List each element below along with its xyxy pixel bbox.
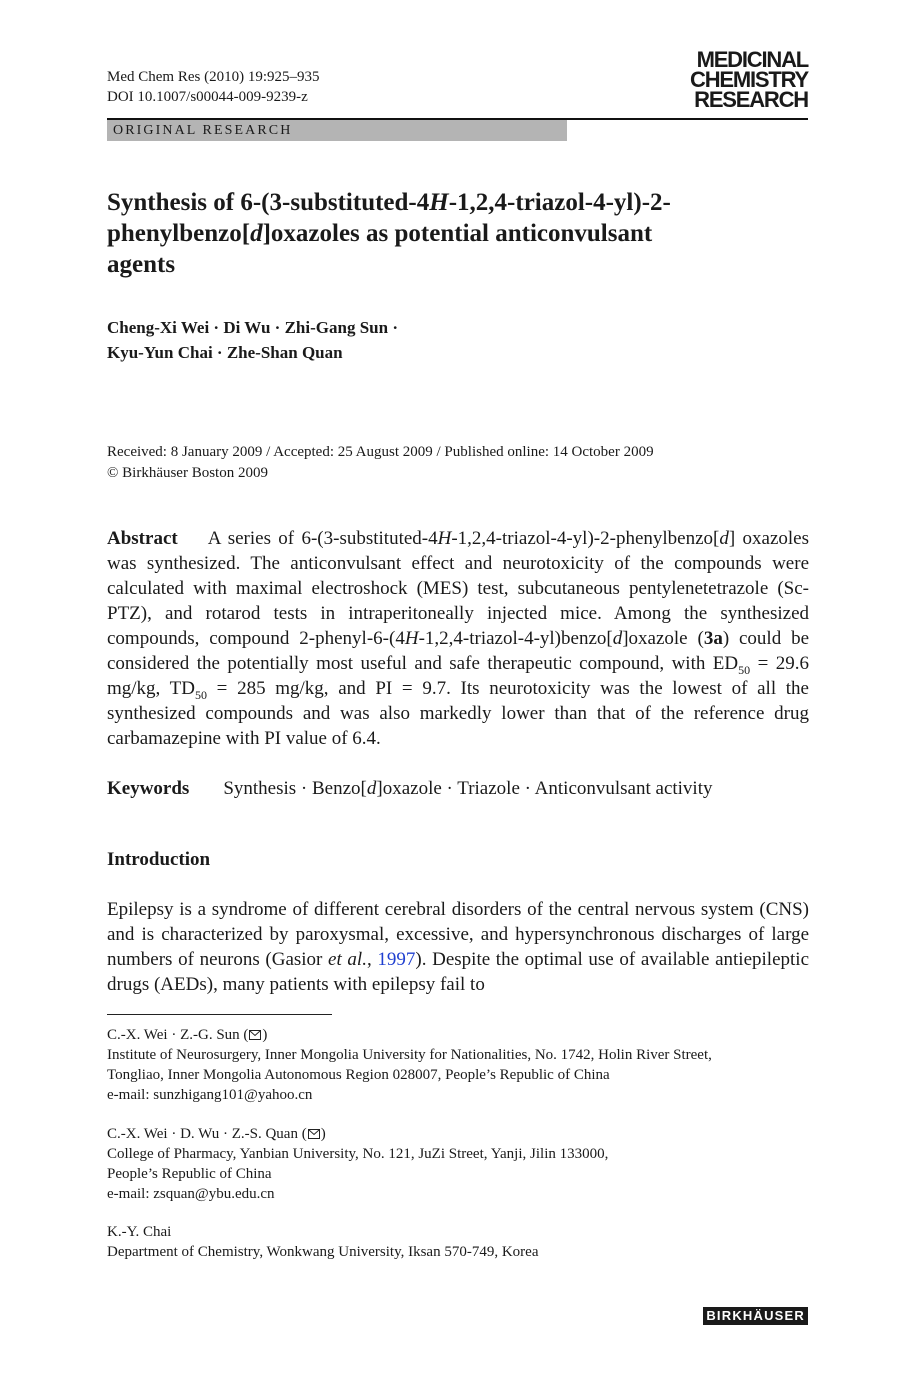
affiliation-address: College of Pharmacy, Yanbian University, No. 121, JuZi Street, Yanji, Jilin 133000, <box>107 1146 609 1162</box>
author-line: Cheng-Xi Wei · Di Wu · Zhi-Gang Sun · <box>107 318 398 337</box>
affiliation-address: People’s Republic of China <box>107 1166 272 1182</box>
keywords <box>107 776 809 801</box>
title-text-italic: H <box>429 189 449 216</box>
affiliation-authors: C.-X. Wei · Z.-G. Sun ( <box>107 1027 249 1043</box>
title-text: agents <box>107 251 176 278</box>
section-heading: Introduction <box>107 849 211 870</box>
title-text: phenylbenzo[ <box>107 220 251 247</box>
title-text: Synthesis of 6-(3-substituted-4 <box>107 189 430 216</box>
envelope-icon <box>308 1129 320 1139</box>
envelope-icon <box>249 1030 261 1040</box>
footnote-rule <box>107 1014 332 1015</box>
journal-logo-line: CHEMISTRY <box>690 67 808 92</box>
citation-link[interactable]: 1997 <box>377 949 416 970</box>
subscript: 50 <box>194 687 207 702</box>
affiliation-email[interactable]: e-mail: sunzhigang101@yahoo.cn <box>107 1087 313 1103</box>
title-text: ]oxazoles as potential anticonvulsant <box>262 220 653 247</box>
abstract-text: A series of 6-(3-substituted-4 <box>207 528 438 549</box>
citation: Med Chem Res (2010) 19:925–935 <box>107 69 320 85</box>
body-text: ). Despite the optimal use of available antiepileptic drugs (AEDs), many patients with epilepsy fail to <box>107 949 809 995</box>
article-title <box>107 187 807 280</box>
affiliation-authors: ) <box>262 1027 268 1043</box>
journal-reference <box>107 67 319 107</box>
keywords-text: ]oxazole · Triazole · Anticonvulsant activity <box>376 778 713 799</box>
affiliation-authors: ) <box>320 1126 326 1142</box>
author-list <box>107 315 398 365</box>
abstract-text-italic: H <box>437 528 452 549</box>
title-text-italic: d <box>250 220 263 247</box>
introduction-paragraph <box>107 897 809 997</box>
publisher-logo: BIRKHÄUSER <box>703 1307 808 1325</box>
abstract-text-italic: d <box>719 528 729 549</box>
abstract-text: ]oxazole ( <box>622 628 704 649</box>
affiliation-address: Tongliao, Inner Mongolia Autonomous Region 028007, People’s Republic of China <box>107 1067 610 1083</box>
keywords-text: Synthesis · Benzo[ <box>223 778 367 799</box>
abstract-text-italic: d <box>612 628 623 649</box>
subscript: 50 <box>738 662 751 677</box>
article-category: ORIGINAL RESEARCH <box>113 123 293 138</box>
abstract <box>107 526 809 751</box>
keywords-label: Keywords <box>107 778 190 799</box>
body-text: Epilepsy is a syndrome of different cerebral disorders of the central nervous system (CNS) and is characterized by paroxysmal, excessive, and hypersynchronous discharges of large numbers of neurons (Gasior <box>107 899 809 970</box>
affiliation-address: Institute of Neurosurgery, Inner Mongolia University for Nationalities, No. 1742, Holin River Street, <box>107 1047 712 1063</box>
copyright: © Birkhäuser Boston 2009 <box>107 465 268 481</box>
author-line: Kyu-Yun Chai · Zhe-Shan Quan <box>107 343 343 362</box>
title-text: -1,2,4-triazol-4-yl)-2- <box>448 189 671 216</box>
compound-id: 3a <box>703 628 723 649</box>
publication-history <box>107 442 654 484</box>
affiliation-authors: C.-X. Wei · D. Wu · Z.-S. Quan ( <box>107 1126 307 1142</box>
abstract-text: ] oxazoles was synthesized. The anticonvulsant effect and neurotoxicity of the compounds were calculated with maximal electroshock (MES) test, subcutaneous pentylenetetrazole (Sc-PTZ), and rotarod tests in intraperitoneally injected mice. Among the synthesized compounds, compound 2-phenyl-6-(4 <box>107 528 809 649</box>
abstract-text: = 285 mg/kg, and PI = 9.7. Its neurotoxicity was the lowest of all the synthesized compounds and was also markedly lower than that of the reference drug carbamazepine with PI value of 6.4. <box>107 678 809 749</box>
journal-logo <box>690 47 808 112</box>
abstract-label: Abstract <box>107 528 178 549</box>
abstract-text: -1,2,4-triazol-4-yl)benzo[ <box>418 628 613 649</box>
abstract-text: ) could be considered the potentially most useful and safe therapeutic compound, with ED <box>107 628 810 674</box>
affiliation-address: Department of Chemistry, Wonkwang University, Iksan 570-749, Korea <box>107 1244 539 1260</box>
affiliation <box>107 1222 809 1262</box>
keywords-text-italic: d <box>366 778 377 799</box>
body-text: , <box>366 949 378 970</box>
abstract-text-italic: H <box>404 628 419 649</box>
affiliation <box>107 1124 809 1204</box>
history-dates: Received: 8 January 2009 / Accepted: 25 August 2009 / Published online: 14 October 2009 <box>107 444 654 460</box>
abstract-text: = 29.6 mg/kg, TD <box>107 653 810 699</box>
affiliation-email[interactable]: e-mail: zsquan@ybu.edu.cn <box>107 1186 275 1202</box>
affiliation-authors: K.-Y. Chai <box>107 1224 172 1240</box>
journal-logo-line: MEDICINAL <box>696 47 808 72</box>
journal-logo-line: RESEARCH <box>694 87 808 112</box>
abstract-text: -1,2,4-triazol-4-yl)-2-phenylbenzo[ <box>451 528 720 549</box>
affiliation <box>107 1025 809 1105</box>
doi: DOI 10.1007/s00044-009-9239-z <box>107 89 308 105</box>
body-text-italic: et al. <box>328 949 367 970</box>
